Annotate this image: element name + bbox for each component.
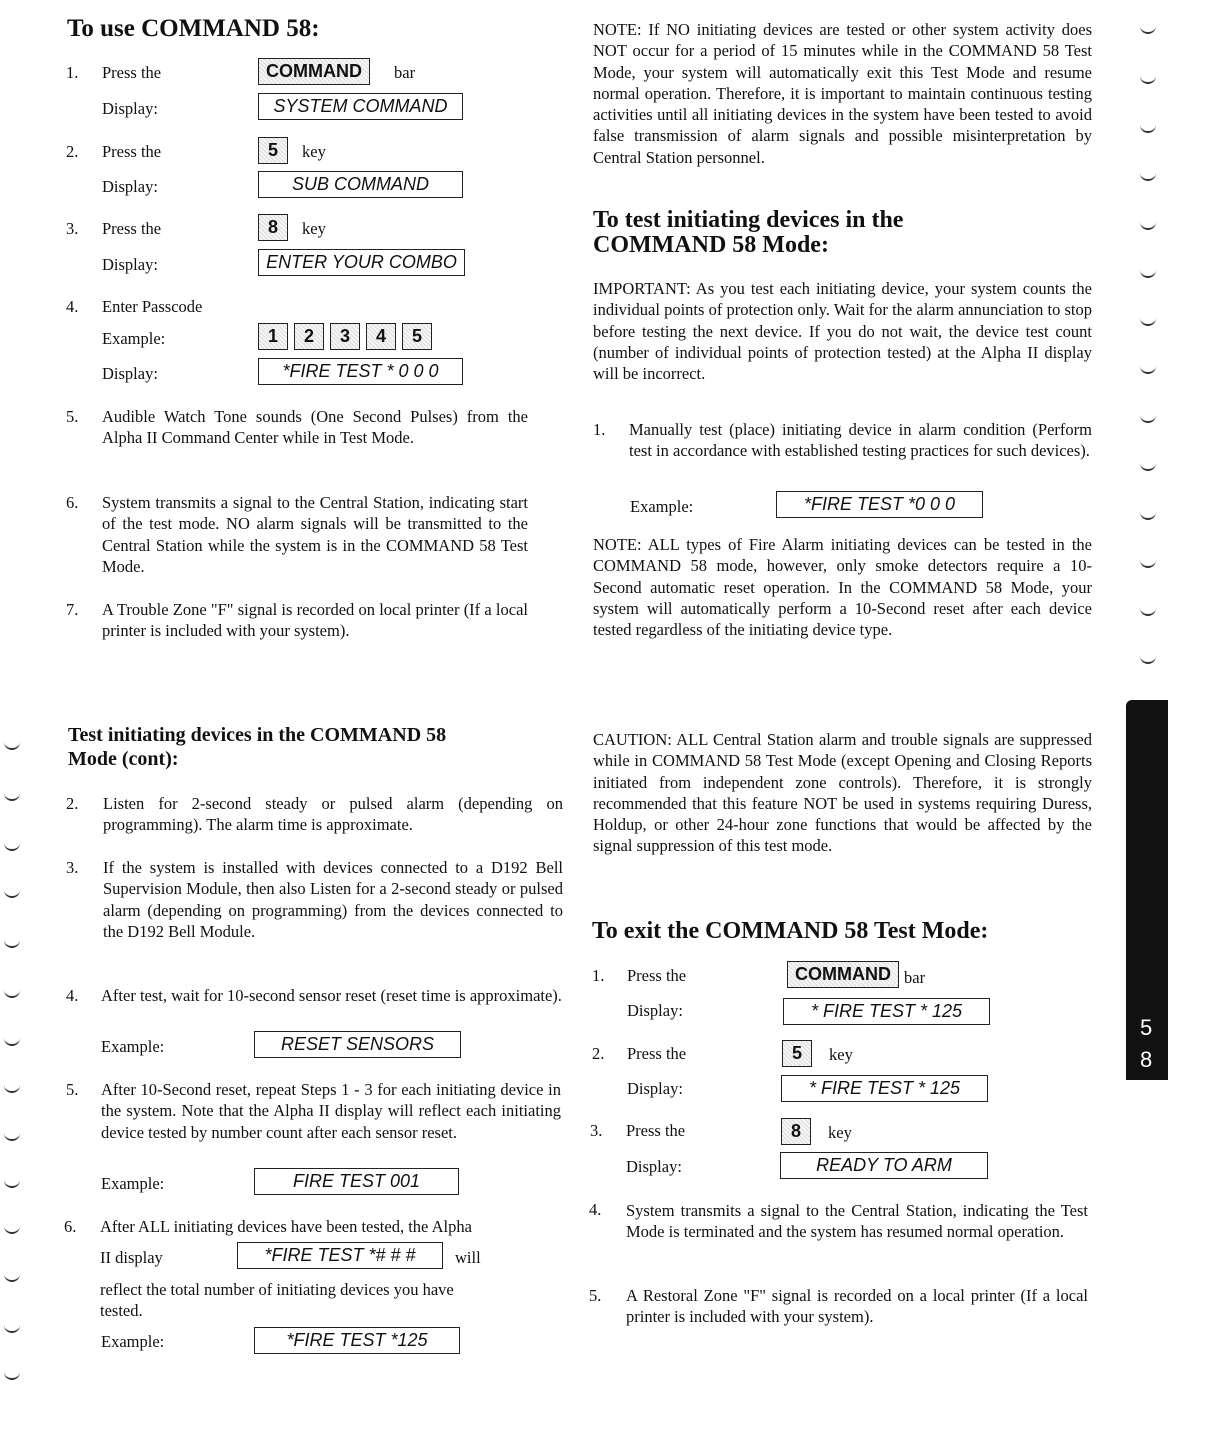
example-label: Example: bbox=[102, 329, 166, 348]
step-number: 5. bbox=[66, 407, 79, 426]
step-text: Audible Watch Tone sounds (One Second Pulses) from the Alpha II Command Center while in Test Mode. bbox=[102, 407, 528, 448]
step-suffix: key bbox=[828, 1123, 852, 1142]
example-label: Example: bbox=[630, 497, 694, 516]
section-title-test-cont-2: Mode (cont): bbox=[68, 748, 179, 770]
step-text: will bbox=[455, 1248, 481, 1267]
step-suffix: bar bbox=[904, 968, 926, 987]
key-1: 1 bbox=[258, 323, 288, 350]
display-label: Display: bbox=[627, 1079, 683, 1098]
step-number: 3. bbox=[590, 1121, 603, 1140]
step-suffix: key bbox=[829, 1045, 853, 1064]
key-4: 4 bbox=[366, 323, 396, 350]
key-3: 3 bbox=[330, 323, 360, 350]
example-label: Example: bbox=[101, 1332, 165, 1351]
lcd-display: *FIRE TEST *0 0 0 bbox=[776, 491, 983, 518]
step-text: Manually test (place) initiating device in alarm condition (Perform test in accordance with established testing practices for such devices). bbox=[629, 420, 1092, 461]
caution-note: CAUTION: ALL Central Station alarm and trouble signals are suppressed while in COMMAND 58 Test Mode (except Opening and Closing Reports initiated from independent zone controls). Therefore, it is strongly recommended that this feature NOT be used in systems requiring Duress, Holdup, or other 24-hour zone functions that would be affected by the signal suppression of this test mode. bbox=[593, 730, 1092, 856]
step-number: 4. bbox=[66, 986, 79, 1005]
lcd-display: *FIRE TEST *# # # bbox=[237, 1242, 443, 1269]
example-label: Example: bbox=[101, 1174, 165, 1193]
display-label: Display: bbox=[627, 1001, 683, 1020]
step-text: A Restoral Zone "F" signal is recorded on a local printer (If a local printer is included with your system). bbox=[626, 1286, 1088, 1327]
step-text: After 10-Second reset, repeat Steps 1 - 3 for each initiating device in the system. Note that the Alpha II display will reflect each initiating device tested by number count after each sensor reset. bbox=[101, 1080, 561, 1142]
display-label: Display: bbox=[102, 99, 158, 118]
step-suffix: key bbox=[302, 219, 326, 238]
step-action: Press the bbox=[102, 63, 162, 82]
step-action: Press the bbox=[627, 966, 687, 985]
lcd-display: READY TO ARM bbox=[780, 1152, 988, 1179]
chapter-tab-digit: 5 bbox=[1140, 1015, 1153, 1040]
step-number: 1. bbox=[592, 966, 605, 985]
lcd-display: ENTER YOUR COMBO bbox=[258, 249, 465, 276]
key-2: 2 bbox=[294, 323, 324, 350]
key-5: 5 bbox=[782, 1040, 812, 1067]
chapter-tab-digit: 8 bbox=[1140, 1047, 1153, 1072]
key-5: 5 bbox=[402, 323, 432, 350]
step-suffix: key bbox=[302, 142, 326, 161]
step-text: After ALL initiating devices have been tested, the Alpha bbox=[100, 1217, 472, 1236]
step-suffix: bar bbox=[394, 63, 416, 82]
command-key: COMMAND bbox=[787, 961, 899, 988]
note-smoke-detectors: NOTE: ALL types of Fire Alarm initiating devices can be tested in the COMMAND 58 mode, however, only smoke detectors require a 10-Second automatic reset operation. In the COMMAND 58 Mode, your system will automatically perform a 10-Second reset after each device tested regardless of the initiating device type. bbox=[593, 535, 1092, 640]
step-number: 3. bbox=[66, 219, 79, 238]
step-text: Enter Passcode bbox=[102, 297, 203, 316]
step-number: 2. bbox=[66, 142, 79, 161]
command-key: COMMAND bbox=[258, 58, 370, 85]
key-8: 8 bbox=[781, 1118, 811, 1145]
section-title-use-command58: To use COMMAND 58: bbox=[67, 15, 320, 42]
section-title-test-devices: To test initiating devices in the bbox=[593, 207, 904, 233]
step-action: Press the bbox=[627, 1044, 687, 1063]
step-number: 4. bbox=[589, 1200, 602, 1219]
step-number: 3. bbox=[66, 858, 79, 877]
step-number: 5. bbox=[589, 1286, 602, 1305]
step-action: Press the bbox=[626, 1121, 686, 1140]
display-label: Display: bbox=[102, 364, 158, 383]
step-number: 2. bbox=[66, 794, 79, 813]
section-title-test-cont: Test initiating devices in the COMMAND 58 bbox=[68, 724, 447, 746]
section-title-exit: To exit the COMMAND 58 Test Mode: bbox=[592, 918, 989, 944]
key-8: 8 bbox=[258, 214, 288, 241]
step-text: System transmits a signal to the Central Station, indicating the Test Mode is terminated and the system has resumed normal operation. bbox=[626, 1201, 1088, 1242]
step-text: II display bbox=[100, 1248, 163, 1267]
step-action: Press the bbox=[102, 219, 162, 238]
step-number: 1. bbox=[593, 420, 606, 439]
lcd-display: FIRE TEST 001 bbox=[254, 1168, 459, 1195]
step-text: A Trouble Zone "F" signal is recorded on local printer (If a local printer is included with your system). bbox=[102, 600, 528, 641]
step-text: After test, wait for 10-second sensor reset (reset time is approximate). bbox=[101, 986, 562, 1005]
lcd-display: SUB COMMAND bbox=[258, 171, 463, 198]
step-text: System transmits a signal to the Central Station, indicating start of the test mode. NO alarm signals will be transmitted to the Central Station while the system is in the COMMAND 58 Test Mode. bbox=[102, 493, 528, 576]
section-title-test-devices-2: COMMAND 58 Mode: bbox=[593, 232, 829, 258]
step-number: 7. bbox=[66, 600, 79, 619]
step-number: 2. bbox=[592, 1044, 605, 1063]
important-note: IMPORTANT: As you test each initiating device, your system counts the individual points of protection only. Wait for the alarm annunciation to stop before testing the next device. If you do not wait, the device test count (number of individual points of protection tested) at the Alpha II display will be incorrect. bbox=[593, 279, 1092, 384]
display-label: Display: bbox=[626, 1157, 682, 1176]
step-number: 4. bbox=[66, 297, 79, 316]
lcd-display: SYSTEM COMMAND bbox=[258, 93, 463, 120]
note-timeout: NOTE: If NO initiating devices are tested or other system activity does NOT occur for a period of 15 minutes while in the COMMAND 58 Test Mode, your system will automatically exit this Test Mode and resume normal operation. Therefore, it is important to maintain continuous testing activities until all initiating devices in the system have been tested to avoid false transmission of alarm signals and possible misinterpretation by Central Station personnel. bbox=[593, 20, 1092, 167]
display-label: Display: bbox=[102, 255, 158, 274]
display-label: Display: bbox=[102, 177, 158, 196]
step-number: 1. bbox=[66, 63, 79, 82]
step-action: Press the bbox=[102, 142, 162, 161]
step-text: If the system is installed with devices connected to a D192 Bell Supervision Module, then also Listen for a 2-second steady or pulsed alarm (depending on programming) from the devices connected to the D192 Bell Module. bbox=[103, 858, 563, 941]
lcd-display: * FIRE TEST * 125 bbox=[781, 1075, 988, 1102]
step-number: 6. bbox=[66, 493, 79, 512]
lcd-display: RESET SENSORS bbox=[254, 1031, 461, 1058]
step-text: Listen for 2-second steady or pulsed alarm (depending on programming). The alarm time is approximate. bbox=[103, 794, 563, 835]
step-number: 5. bbox=[66, 1080, 79, 1099]
key-5: 5 bbox=[258, 137, 288, 164]
step-number: 6. bbox=[64, 1217, 77, 1236]
example-label: Example: bbox=[101, 1037, 165, 1056]
lcd-display: *FIRE TEST *125 bbox=[254, 1327, 460, 1354]
step-text: reflect the total number of initiating devices you have tested. bbox=[100, 1280, 454, 1321]
lcd-display: *FIRE TEST * 0 0 0 bbox=[258, 358, 463, 385]
lcd-display: * FIRE TEST * 125 bbox=[783, 998, 990, 1025]
